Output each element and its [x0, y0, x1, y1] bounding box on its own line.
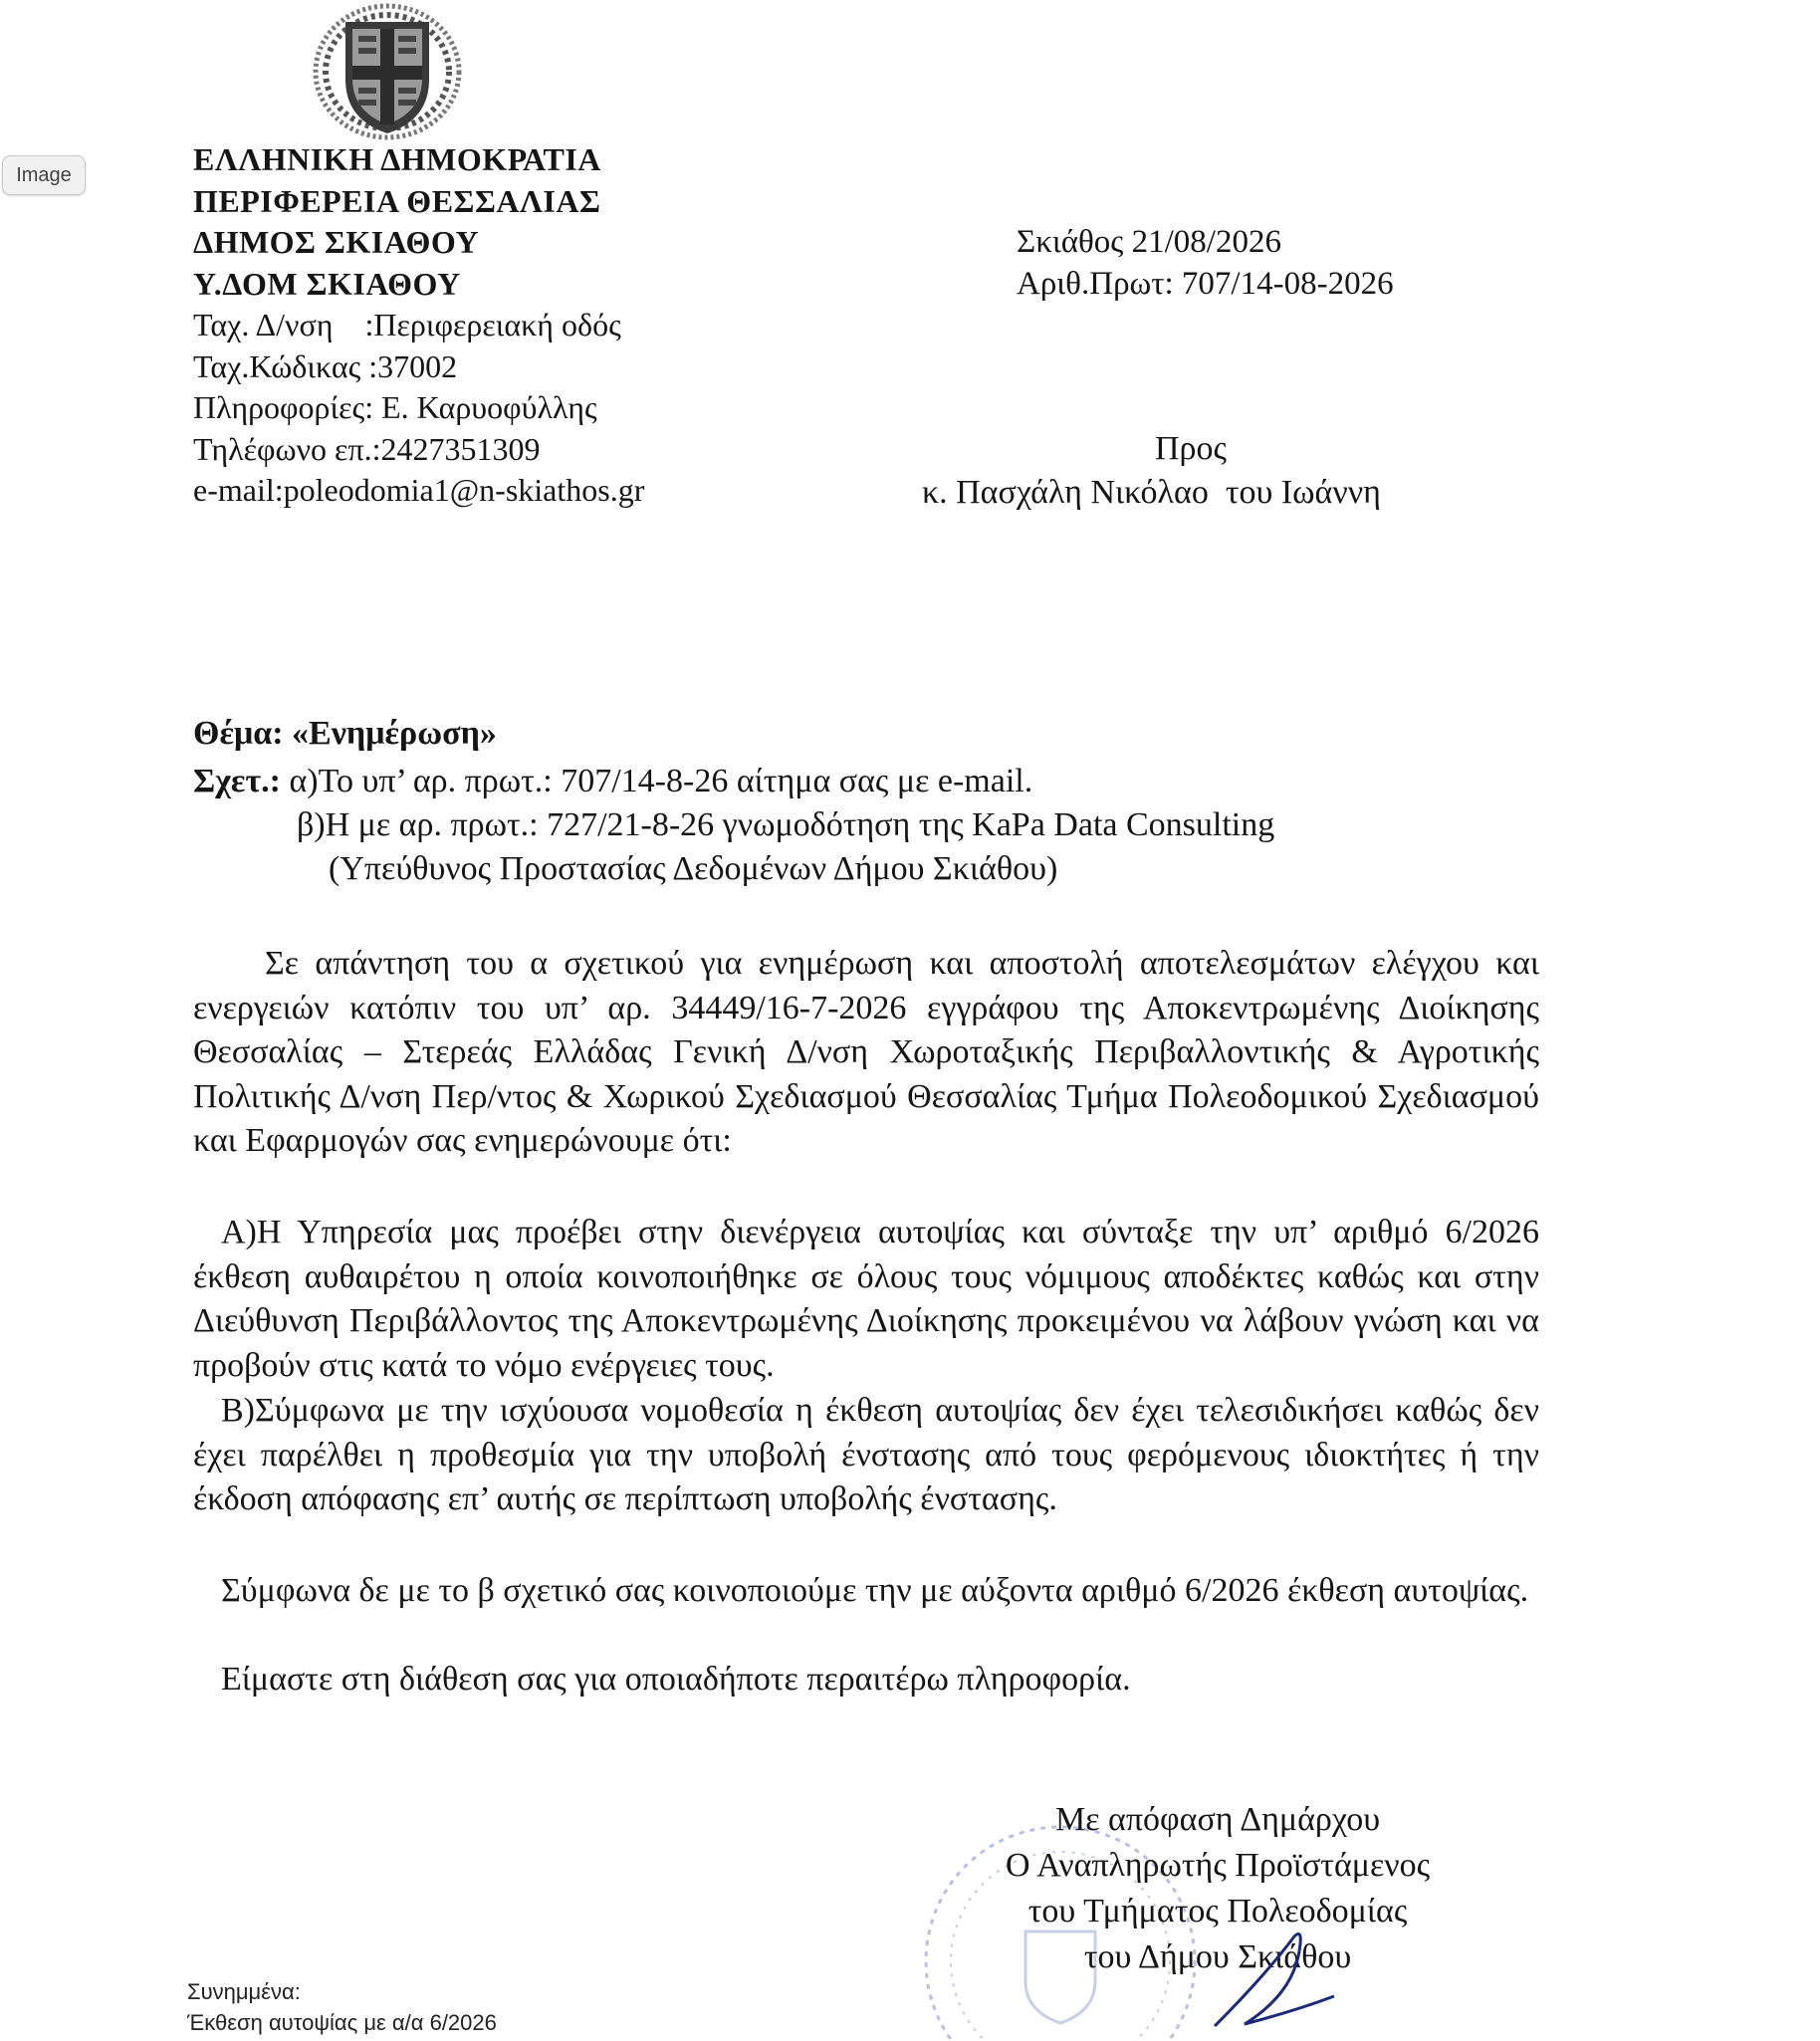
image-badge[interactable]: Image: [2, 155, 86, 195]
body-paragraph-intro: Σε απάντηση του α σχετικού για ενημέρωση και αποστολή αποτελεσμάτων ελέγχου και ενεργειών κατόπιν του υπ’ αρ. 34449/16-7-2026 εγγράφου της Αποκεντρωμένης Διοίκησης Θεσσαλίας – Στερεάς Ελλάδας Γενική Δ/νση Χωροταξικής Περιβαλλοντικής & Αγροτικής Πολιτικής Δ/νση Περ/ντος & Χωρικού Σχεδιασμού Θεσσαλίας Τμήμα Πολεοδομικού Σχεδιασμού και Εφαρμογών σας ενημερώνουμε ότι:: [193, 945, 1539, 1160]
signature-line-2: Ο Αναπληρωτής Προϊστάμενος: [1006, 1847, 1431, 1884]
sender-info: Πληροφορίες: Ε. Καρυοφύλλης: [193, 389, 597, 425]
sender-service: Υ.ΔΟΜ ΣΚΙΑΘΟΥ: [193, 265, 461, 302]
body-paragraph-b: Β)Σύμφωνα με την ισχύουσα νομοθεσία η έκθεση αυτοψίας δεν έχει τελεσιδικήσει καθώς δεν έχει παρέλθει η προθεσμία για την υποβολή ένστασης από τους φερόμενους ιδιοκτήτες ή την έκδοση απόφασης επ’ αυτής σε περίπτωση υποβολής ένστασης.: [193, 1392, 1539, 1518]
sender-region: ΠΕΡΙΦΕΡΕΙΑ ΘΕΣΣΑΛΙΑΣ: [193, 182, 601, 219]
attachments-label: Συνημμένα:: [187, 1979, 301, 2004]
related-b: β)Η με αρ. πρωτ.: 727/21-8-26 γνωμοδότηση της KaPa Data Consulting: [297, 806, 1275, 843]
coat-of-arms-emblem: [313, 2, 462, 141]
subject-label: Θέμα:: [193, 715, 284, 752]
related-b-detail: (Υπεύθυνος Προστασίας Δεδομένων Δήμου Σκιάθου): [329, 850, 1058, 887]
sender-municipality: ΔΗΜΟΣ ΣΚΙΑΘΟΥ: [193, 224, 480, 260]
handwritten-signature: [1175, 1917, 1374, 2036]
sender-phone: Τηλέφωνο επ.:2427351309: [193, 430, 541, 467]
subject-line: [193, 715, 497, 753]
date-protocol-block: [1017, 221, 1394, 305]
attachments-item: Έκθεση αυτοψίας με α/α 6/2026: [187, 2010, 497, 2035]
attachments-block: [187, 1976, 497, 2038]
sender-block: [193, 139, 644, 512]
sender-address: Ταχ. Δ/νση :Περιφερειακή οδός: [193, 307, 621, 342]
signature-line-4: του Δήμου Σκιάθου: [1083, 1938, 1352, 1975]
related-a-text: α)Το υπ’ αρ. πρωτ.: 707/14-8-26 αίτημα σας με e-mail.: [289, 763, 1033, 799]
sender-republic: ΕΛΛΗΝΙΚΗ ΔΗΜΟΚΡΑΤΙΑ: [193, 141, 601, 177]
body-paragraph-c: Σύμφωνα δε με το β σχετικό σας κοινοποιούμε την με αύξοντα αριθμό 6/2026 έκθεση αυτοψίας.: [221, 1572, 1529, 1609]
body-paragraph-d: Είμαστε στη διάθεση σας για οποιαδήποτε περαιτέρω πληροφορία.: [221, 1661, 1131, 1698]
signature-line-1: Με απόφαση Δημάρχου: [1055, 1801, 1381, 1838]
body-paragraph-a: Α)Η Υπηρεσία μας προέβει στην διενέργεια αυτοψίας και σύνταξε την υπ’ αριθμό 6/2026 έκθεση αυθαιρέτου η οποία κοινοποιήθηκε σε όλους τους νόμιμους αποδέκτες καθώς και στην Διεύθυνση Περιβάλλοντος της Αποκεντρωμένης Διοίκησης προκειμένου να λάβουν γνώση και να προβούν στις κατά το νόμο ενέργειες τους.: [193, 1214, 1539, 1384]
recipient-label: Προς: [1155, 430, 1227, 467]
sender-email: e-mail:poleodomia1@n-skiathos.gr: [193, 472, 645, 508]
date-line: Σκιάθος 21/08/2026: [1017, 224, 1281, 260]
related-a: [193, 763, 1032, 800]
protocol-line: Αριθ.Πρωτ: 707/14-08-2026: [1017, 266, 1394, 302]
subject-text: «Ενημέρωση»: [292, 715, 497, 752]
recipient-name: κ. Πασχάλη Νικόλαο του Ιωάννη: [922, 474, 1381, 511]
sender-postcode: Ταχ.Κώδικας :37002: [193, 347, 458, 384]
signature-line-3: του Τμήματος Πολεοδομίας: [1027, 1893, 1408, 1929]
related-label: Σχετ.:: [193, 763, 281, 799]
